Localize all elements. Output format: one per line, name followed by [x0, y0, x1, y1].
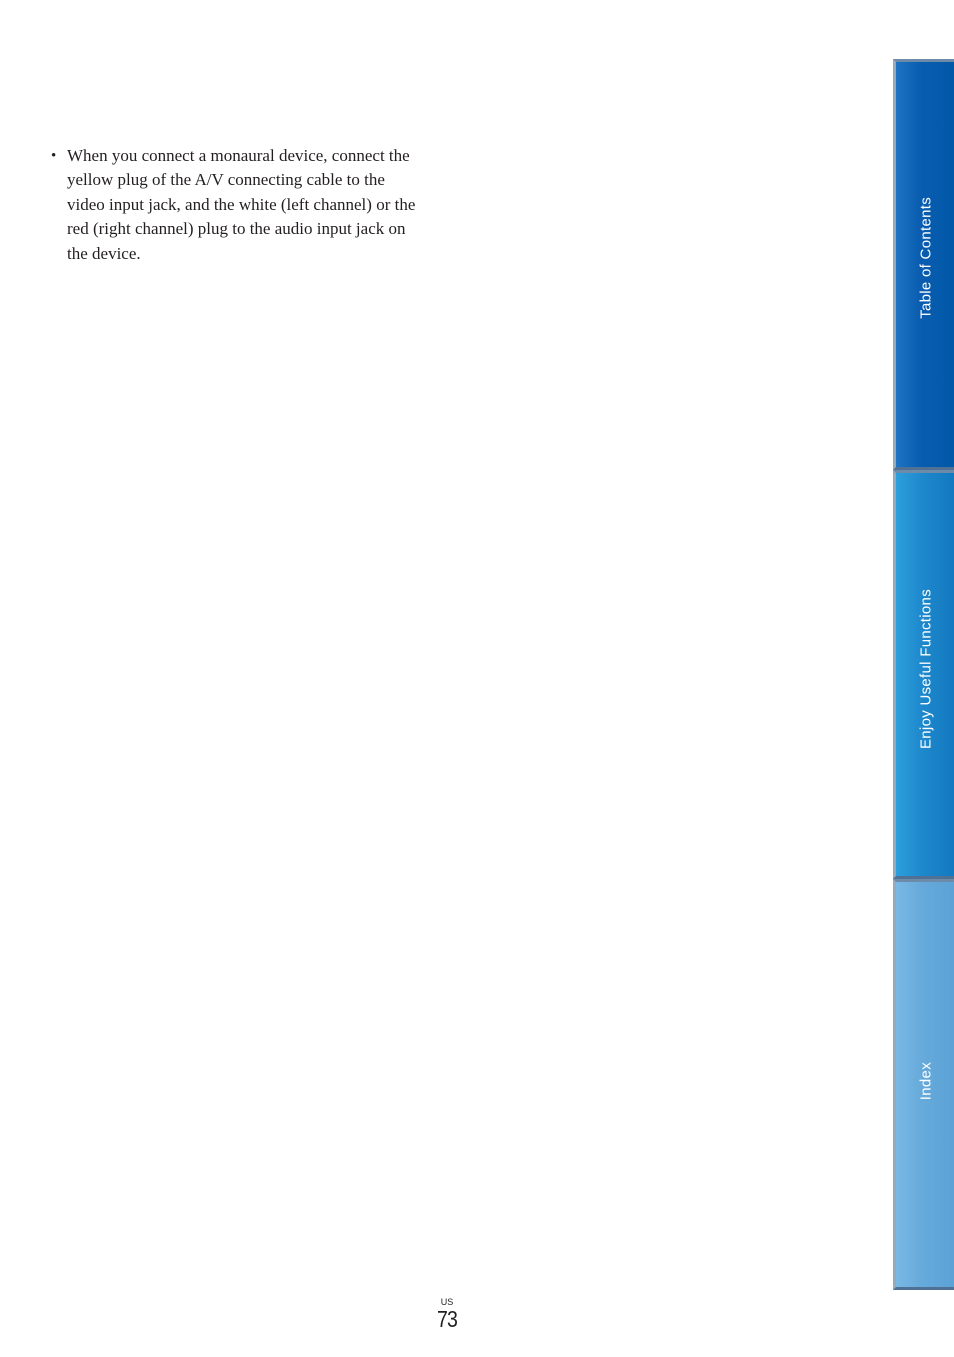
page-region-label: US — [440, 1297, 454, 1307]
bullet-icon: • — [51, 148, 57, 164]
page-number-block — [434, 1297, 460, 1331]
tab-label-index: Index — [917, 1062, 935, 1101]
tab-label-table-of-contents: Table of Contents — [917, 197, 935, 319]
note-bullet-item — [50, 144, 420, 266]
main-content — [50, 144, 420, 266]
tab-enjoy-useful-functions[interactable] — [893, 470, 954, 879]
note-text: When you connect a monaural device, connect the yellow plug of the A/V connecting cable to the video input jack, and the white (left channel) or the red (right channel) plug to the audio input jack on the device. — [67, 146, 416, 263]
page-number: 73 — [436, 1306, 458, 1332]
tab-label-enjoy-useful-functions: Enjoy Useful Functions — [917, 589, 935, 750]
tab-index[interactable] — [893, 879, 954, 1290]
tab-table-of-contents[interactable] — [893, 59, 954, 470]
